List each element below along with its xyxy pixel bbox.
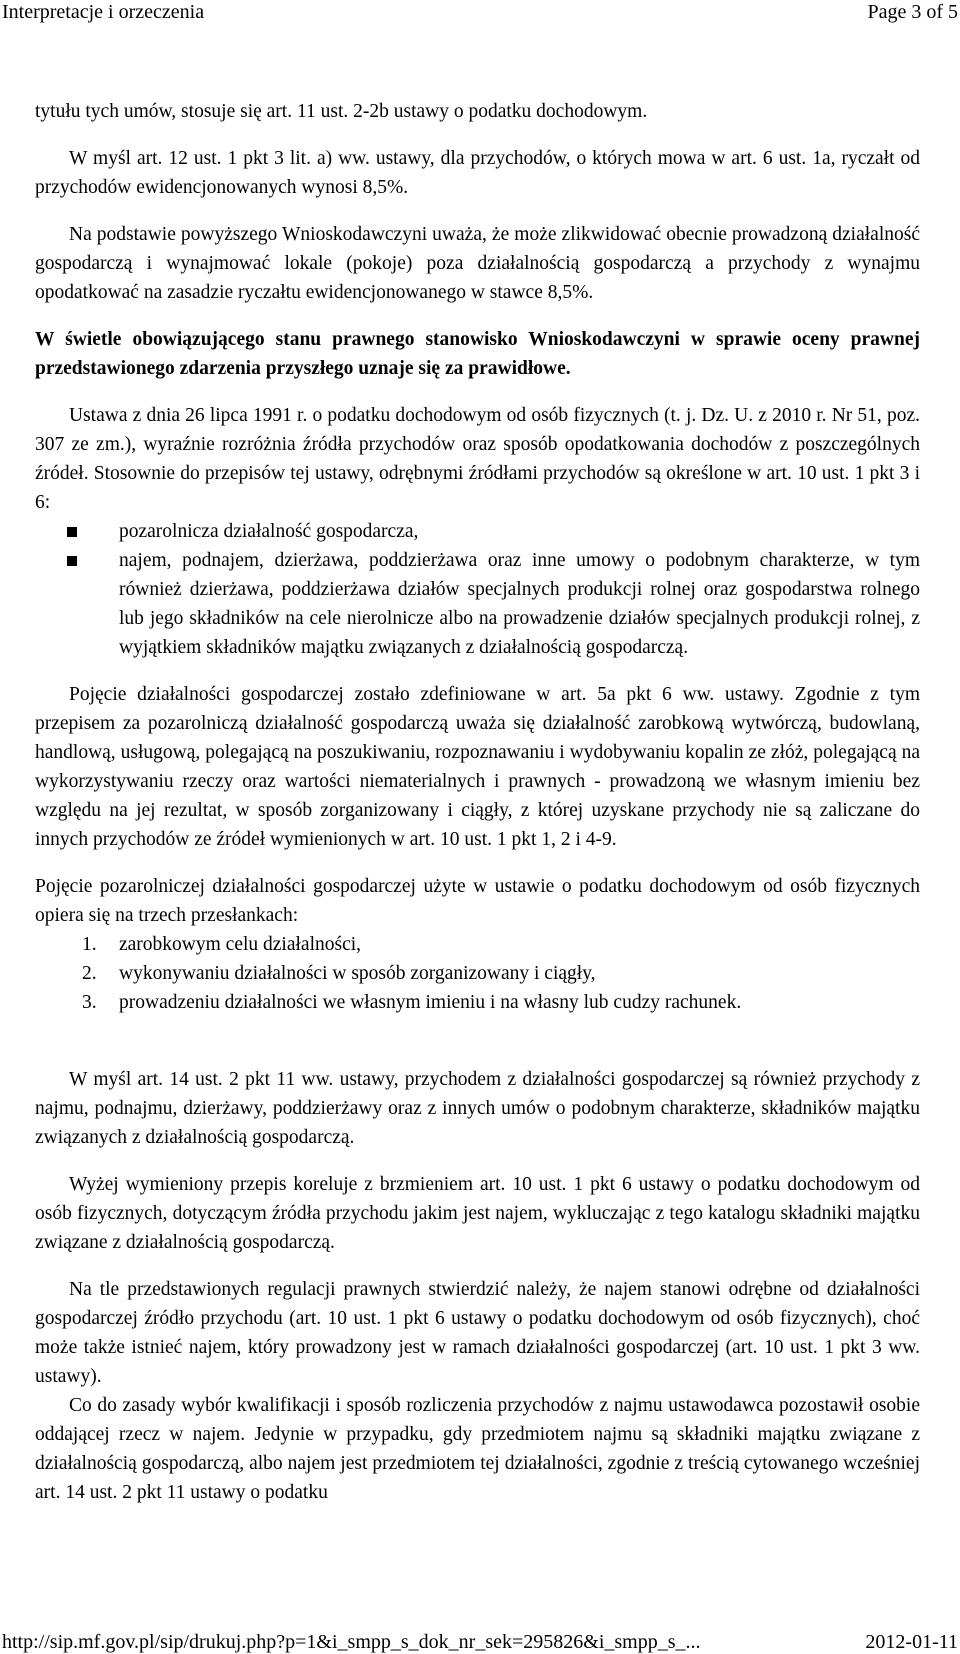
paragraph-3: Na podstawie powyższego Wnioskodawczyni uważa, że może zlikwidować obecnie prowadzoną działalność gospodarczą i wynajmować lokale (pokoje) poza działalnością gospodarczą a przychody z wynajmu opodatkować na zasadzie ryczałtu ewidencjonowanego w stawce 8,5%. <box>35 224 920 303</box>
list-number: 2. <box>82 963 97 984</box>
income-sources-list <box>35 517 920 662</box>
list-item-text: prowadzeniu działalności we własnym imieniu i na własny lub cudzy rachunek. <box>119 992 742 1013</box>
page-number: Page 3 of 5 <box>867 1 958 23</box>
list-item-text: wykonywaniu działalności w sposób zorganizowany i ciągły, <box>119 963 596 984</box>
list-item-text: pozarolnicza działalność gospodarcza, <box>119 521 419 542</box>
square-bullet-icon <box>67 527 77 537</box>
paragraph-1: tytułu tych umów, stosuje się art. 11 ust. 2-2b ustawy o podatku dochodowym. <box>35 101 648 122</box>
paragraph-7: Pojęcie pozarolniczej działalności gospodarczej użyte w ustawie o podatku dochodowym od osób fizycznych opiera się na trzech przesłankach: <box>35 876 920 926</box>
page-footer <box>0 1628 960 1654</box>
paragraph-5: Ustawa z dnia 26 lipca 1991 r. o podatku dochodowym od osób fizycznych (t. j. Dz. U. z 2010 r. Nr 51, poz. 307 ze zm.), wyraźnie rozróżnia źródła przychodów oraz sposób opodatkowania dochodów z poszczególnych źródeł. Stosownie do przepisów tej ustawy, odrębnymi źródłami przychodów są określone w art. 10 ust. 1 pkt 3 i 6: <box>35 405 920 513</box>
list-item <box>82 930 920 959</box>
paragraph-6: Pojęcie działalności gospodarczej zostało zdefiniowane w art. 5a pkt 6 ww. ustawy. Zgodnie z tym przepisem za pozarolniczą działalność gospodarczą uważa się działalność zarobkową wytwórczą, budowlaną, handlową, usługową, polegającą na poszukiwaniu, rozpoznawaniu i wydobywaniu kopalin ze złóż, polegającą na wykorzystywaniu rzeczy oraz wartości niematerialnych i prawnych - prowadzoną we własnym imieniu bez względu na jej rezultat, w sposób zorganizowany i ciągły, z której uzyskane przychody nie są zaliczane do innych przychodów ze źródeł wymienionych w art. 10 ust. 1 pkt 1, 2 i 4-9. <box>35 684 920 850</box>
document-body <box>35 97 920 1525</box>
paragraph-2: W myśl art. 12 ust. 1 pkt 3 lit. a) ww. ustawy, dla przychodów, o których mowa w art. 6 ust. 1a, ryczałt od przychodów ewidencjonowanych wynosi 8,5%. <box>35 148 920 198</box>
paragraph-9: Wyżej wymieniony przepis koreluje z brzmieniem art. 10 ust. 1 pkt 6 ustawy o podatku dochodowym od osób fizycznych, dotyczącym źródła przychodu jakim jest najem, wykluczając z tego katalogu składniki majątku związane z działalnością gospodarczą. <box>35 1174 920 1253</box>
list-item <box>119 517 920 546</box>
page-header <box>0 0 960 26</box>
list-item <box>82 959 920 988</box>
list-number: 3. <box>82 992 97 1013</box>
paragraph-10: Na tle przedstawionych regulacji prawnych stwierdzić należy, że najem stanowi odrębne od działalności gospodarczej źródło przychodu (art. 10 ust. 1 pkt 6 ustawy o podatku dochodowym od osób fizycznych), choć może także istnieć najem, który prowadzony jest w ramach działalności gospodarczej (art. 10 ust. 1 pkt 3 ww. ustawy). <box>35 1279 920 1387</box>
paragraph-8: W myśl art. 14 ust. 2 pkt 11 ww. ustawy, przychodem z działalności gospodarczej są również przychody z najmu, podnajmu, dzierżawy, poddzierżawy oraz z innych umów o podobnym charakterze, składników majątku związanych z działalnością gospodarczą. <box>35 1069 920 1148</box>
list-item <box>119 546 920 662</box>
square-bullet-icon <box>67 556 77 566</box>
list-number: 1. <box>82 934 97 955</box>
list-item-text: najem, podnajem, dzierżawa, poddzierżawa oraz inne umowy o podobnym charakterze, w tym również dzierżawa, poddzierżawa działów specjalnych produkcji rolnej oraz gospodarstwa rolnego lub jego składników na cele nierolnicze albo na prowadzenie działów specjalnych produkcji rolnej, z wyjątkiem składników majątku związanych z działalnością gospodarczą. <box>119 550 920 658</box>
paragraph-11: Co do zasady wybór kwalifikacji i sposób rozliczenia przychodów z najmu ustawodawca pozostawił osobie oddającej rzecz w najem. Jedynie w przypadku, gdy przedmiotem najmu są składniki majątku związane z działalnością gospodarczą, albo najem jest przedmiotem tej działalności, zgodnie z treścią cytowanego wcześniej art. 14 ust. 2 pkt 11 ustawy o podatku <box>35 1395 920 1503</box>
source-url: http://sip.mf.gov.pl/sip/drukuj.php?p=1&i_smpp_s_dok_nr_sek=295826&i_smpp_s_... <box>2 1631 701 1653</box>
criteria-list <box>35 930 920 1017</box>
print-date: 2012-01-11 <box>865 1631 958 1653</box>
ruling-statement: W świetle obowiązującego stanu prawnego stanowisko Wnioskodawczyni w sprawie oceny prawnej przedstawionego zdarzenia przyszłego uznaje się za prawidłowe. <box>35 329 920 379</box>
list-item <box>82 988 920 1017</box>
header-title: Interpretacje i orzeczenia <box>2 1 205 23</box>
list-item-text: zarobkowym celu działalności, <box>119 934 362 955</box>
